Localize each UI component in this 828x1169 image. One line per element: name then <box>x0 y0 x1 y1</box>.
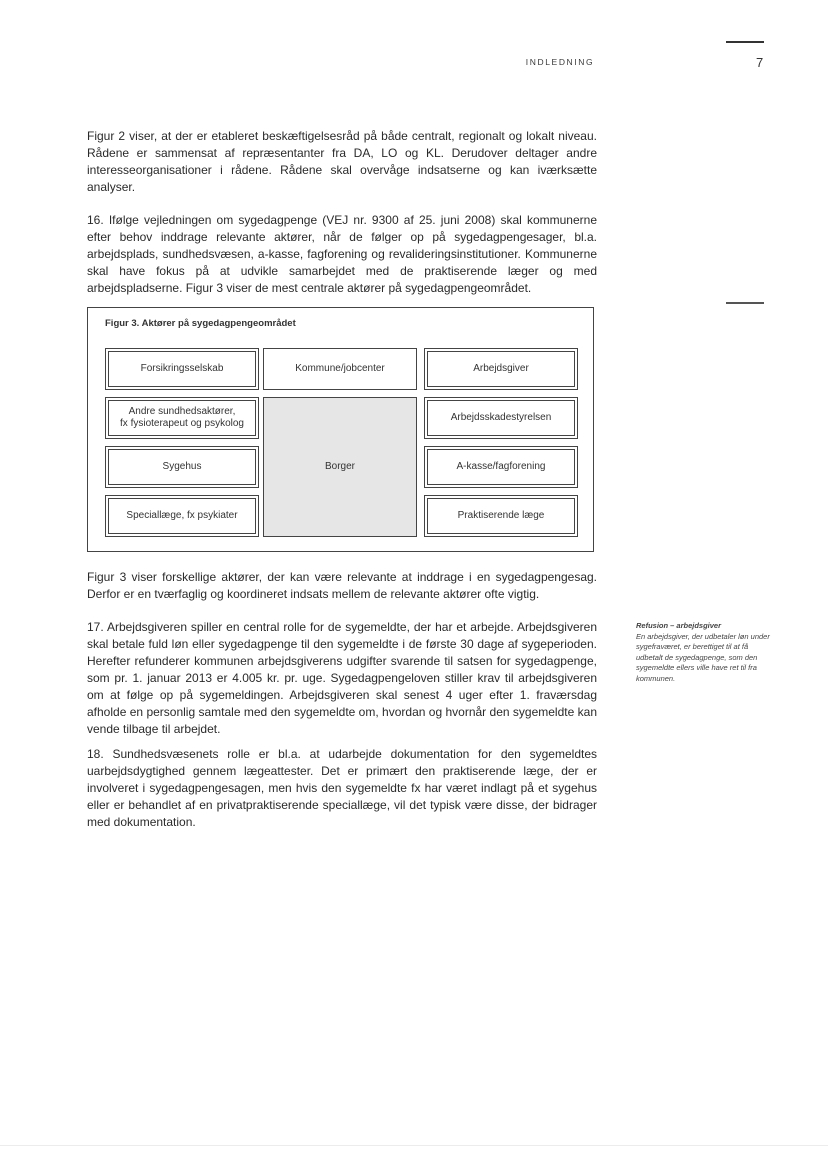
paragraph-figure2: Figur 2 viser, at der er etableret beskæftigelsesråd på både centralt, regionalt og lokalt niveau. Rådene er sammensat af repræsentanter fra DA, LO og KL. Derudover deltager andre interesseorganisationer i rådene. Rådene skal overvåge indsatserne og kan iværksætte analyser. <box>87 129 597 194</box>
box-speciallaege-label: Speciallæge, fx psykiater <box>126 510 238 521</box>
box-arbejdsskadestyrelsen <box>424 397 578 439</box>
box-borger-label: Borger <box>324 461 355 472</box>
box-praktiserende-laege-label: Praktiserende læge <box>457 510 545 521</box>
paragraph-18: 18. Sundhedsvæsenets rolle er bl.a. at udarbejde dokumentation for den sygemeldtes uarbejdsdygtighed gennem lægeattester. Det er primært den praktiserende læge, der er involveret i sygedagpengesagen, men hvis den sygemeldte fx har været indlagt på et sygehus eller er behandlet af en privatpraktiserende speciallæge, vil det typisk være disse, der bidrager med dokumentation. <box>87 747 597 829</box>
header-rule <box>726 41 764 43</box>
box-forsikringsselskab <box>105 348 259 390</box>
margin-rule <box>726 302 764 304</box>
paragraph-17: 17. Arbejdsgiveren spiller en central rolle for de sygemeldte, der har et arbejde. Arbejdsgiveren skal betale fuld løn eller sygedagpenge til den sygemeldte i de første 30 dage af sygeperioden. Herefter refunderer kommunen arbejdsgiverens udgifter svarende til satsen for sygedagpenge, som pr. 1. januar 2013 er 4.005 kr. pr. uge. Sygedagpengeloven stiller krav til arbejdsgiveren om at følge op på sygemeldingen. Arbejdsgiveren skal senest 4 uger efter 1. fraværsdag afholde en personlig samtale med den sygemeldte om, hvordan og hvornår den sygemeldte kan vende tilbage til arbejdet. <box>87 620 597 736</box>
box-kommune-jobcenter <box>263 348 417 390</box>
margin-note <box>636 621 771 684</box>
box-akasse-fagforening <box>424 446 578 488</box>
box-speciallaege <box>105 495 259 537</box>
box-arbejdsgiver-label: Arbejdsgiver <box>473 363 529 374</box>
box-arbejdsgiver <box>424 348 578 390</box>
running-header: INDLEDNING <box>525 57 595 67</box>
margin-note-body: En arbejdsgiver, der udbetaler løn under sygefraværet, er berettiget til at få udbetalt de sygedagpenge, som den sygemeldte ellers ville have ret til fra kommunen. <box>636 631 770 683</box>
box-kommune-jobcenter-label: Kommune/jobcenter <box>295 363 385 374</box>
box-praktiserende-laege <box>424 495 578 537</box>
box-borger <box>263 397 417 537</box>
footer-line <box>0 1145 828 1146</box>
box-sygehus <box>105 446 259 488</box>
page-number: 7 <box>756 55 764 70</box>
box-andre-line1: Andre sundhedsaktører, <box>128 406 236 417</box>
box-akasse-fagforening-label: A-kasse/fagforening <box>456 461 546 472</box>
box-andre-sundhedsaktorer-label <box>120 406 244 430</box>
paragraph-figure3: Figur 3 viser forskellige aktører, der kan være relevante at inddrage i en sygedagpengesag. Derfor er en tværfaglig og koordineret indsats mellem de relevante aktører ofte vigtig. <box>87 570 597 601</box>
box-forsikringsselskab-label: Forsikringsselskab <box>140 363 224 374</box>
paragraph-16: 16. Ifølge vejledningen om sygedagpenge (VEJ nr. 9300 af 25. juni 2008) skal kommunerne efter behov inddrage relevante aktører, når de følger op på sygedagpengesager, bl.a. arbejdsplads, sundhedsvæsen, a-kasse, fagforening og revalideringsinstitutioner. Kommunerne skal have fokus på at udvikle samarbejdet med de praktiserende læger og med arbejdspladserne. Figur 3 viser de mest centrale aktører på sygedagpengeområdet. <box>87 213 597 295</box>
box-arbejdsskadestyrelsen-label: Arbejdsskadestyrelsen <box>450 412 552 423</box>
figure-3 <box>87 307 594 552</box>
box-andre-sundhedsaktorer <box>105 397 259 439</box>
margin-note-title: Refusion – arbejdsgiver <box>636 621 722 630</box>
figure-title: Figur 3. Aktører på sygedagpengeområdet <box>105 318 296 329</box>
box-andre-line2: fx fysioterapeut og psykolog <box>120 418 244 429</box>
box-sygehus-label: Sygehus <box>162 461 202 472</box>
